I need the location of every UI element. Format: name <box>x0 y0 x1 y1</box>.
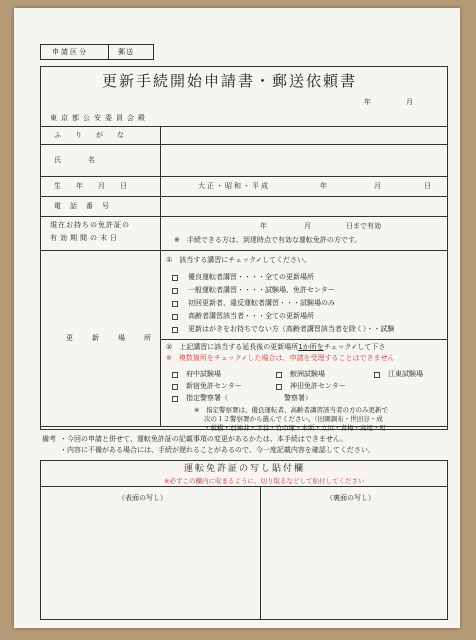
application-class-value: 郵送 <box>118 48 134 56</box>
label-column-divider <box>160 126 161 426</box>
place-option: 神田免許センター <box>290 382 346 390</box>
date-month: 月 <box>406 98 413 106</box>
license-expiry-label-2: 有効期間の末日 <box>50 234 120 242</box>
place-option: 新宿免許センター <box>186 382 242 390</box>
course-heading: ① 該当する講習にチェック✓してください。 <box>166 256 311 264</box>
check-mark-icon: ✓ <box>351 343 358 351</box>
course-option: 高齢者講習該当者・・・全ての更新場所 <box>188 312 314 320</box>
addressee: 東京都公安委員会殿 <box>50 114 149 122</box>
course-checkbox[interactable] <box>172 288 178 294</box>
application-class-label: 申請区分 <box>52 48 88 56</box>
furigana-label: ふりがな <box>54 131 138 139</box>
remarks-line-2: ・内容に不備がある場合には、手続が遅れることがあるので、今一度記載内容を確認してください。 <box>60 446 375 454</box>
course-checkbox[interactable] <box>172 275 178 281</box>
course-option: 初回更新者、違反運転者講習・・・試験場のみ <box>188 299 335 307</box>
police-note-1: ※ 指定警察署は、優良運転者、高齢者講習該当者の方のみ更新で <box>194 406 388 414</box>
course-option: 一般運転者講習・・・・試験場、免許センター <box>188 286 335 294</box>
license-expiry-label-1: 現在お持ちの免許証の <box>50 221 130 229</box>
course-checkbox[interactable] <box>172 327 178 333</box>
place-checkbox[interactable] <box>276 384 282 390</box>
place-warning: ※ 複数箇所をチェック✓した場合は、申請を受理することはできません <box>166 354 395 362</box>
place-option: 江東試験場 <box>388 370 423 378</box>
expiry-suffix: 日まで有効 <box>346 222 381 230</box>
place-checkbox[interactable] <box>374 372 380 378</box>
course-checkbox[interactable] <box>172 301 178 307</box>
check-mark-icon: ✓ <box>256 256 262 264</box>
copy-section-note: ※必ずこの欄内に収まるように、切り取るなどして貼付してください <box>164 477 365 485</box>
course-checkbox[interactable] <box>172 314 178 320</box>
police-note-2: 次の１２警察署から選んでください。（田園調布・世田谷・成 <box>204 415 383 423</box>
back-copy-label: （裏面の写し） <box>326 494 375 502</box>
check-mark-icon: ✓ <box>241 354 248 362</box>
place-checkbox[interactable] <box>172 396 178 402</box>
birth-month: 月 <box>374 182 381 190</box>
course-option: 優良運転者講習・・・・全ての更新場所 <box>188 273 314 281</box>
remarks-line-1: ・今回の申請と併せて、運転免許証の記載事項の変更があるかたは、本手続はできません。 <box>60 435 348 443</box>
copy-section-title: 運転免許証の写し貼付欄 <box>184 464 306 474</box>
application-form <box>14 8 460 628</box>
place-checkbox[interactable] <box>276 372 282 378</box>
place-option: 府中試験場 <box>186 370 221 378</box>
expiry-month: 月 <box>304 222 311 230</box>
front-copy-label: （表面の写し） <box>118 494 167 502</box>
form-title: 更新手続開始申請書・郵送依頼書 <box>102 72 358 90</box>
birth-year: 年 <box>320 182 327 190</box>
expiry-year: 年 <box>260 222 267 230</box>
place-checkbox[interactable] <box>172 372 178 378</box>
place-option: 鮫洲試験場 <box>290 370 325 378</box>
designated-police-station: 指定警察署（ 警察署） <box>186 394 312 402</box>
name-label: 氏 名 <box>54 156 105 164</box>
remarks-label: 備考 <box>42 435 56 443</box>
copy-divider <box>260 486 261 620</box>
birth-date-label: 生 年 月 日 <box>54 182 131 190</box>
date-year: 年 <box>364 98 371 106</box>
renewal-place-label: 更 新 場 所 <box>66 334 157 342</box>
place-checkbox[interactable] <box>172 384 178 390</box>
course-option: 更新はがきをお持ちでない方（高齢者講習該当者を除く）・・試験 <box>188 325 395 333</box>
birth-day: 日 <box>424 182 431 190</box>
police-note-3: ・板橋・石神井・下谷・竹の塚・本所・立川・青梅・高尾・町 <box>204 424 386 432</box>
phone-label: 電話番号 <box>54 202 118 210</box>
place-instruction: ② 上記講習に該当する延長後の更新場所1か所をチェック✓して下さ <box>166 343 386 351</box>
expiry-note: ※ 手続できる方は、到達時点で有効な運転免許の方です。 <box>174 236 362 244</box>
birth-eras: 大正・昭和・平成 <box>198 182 270 190</box>
